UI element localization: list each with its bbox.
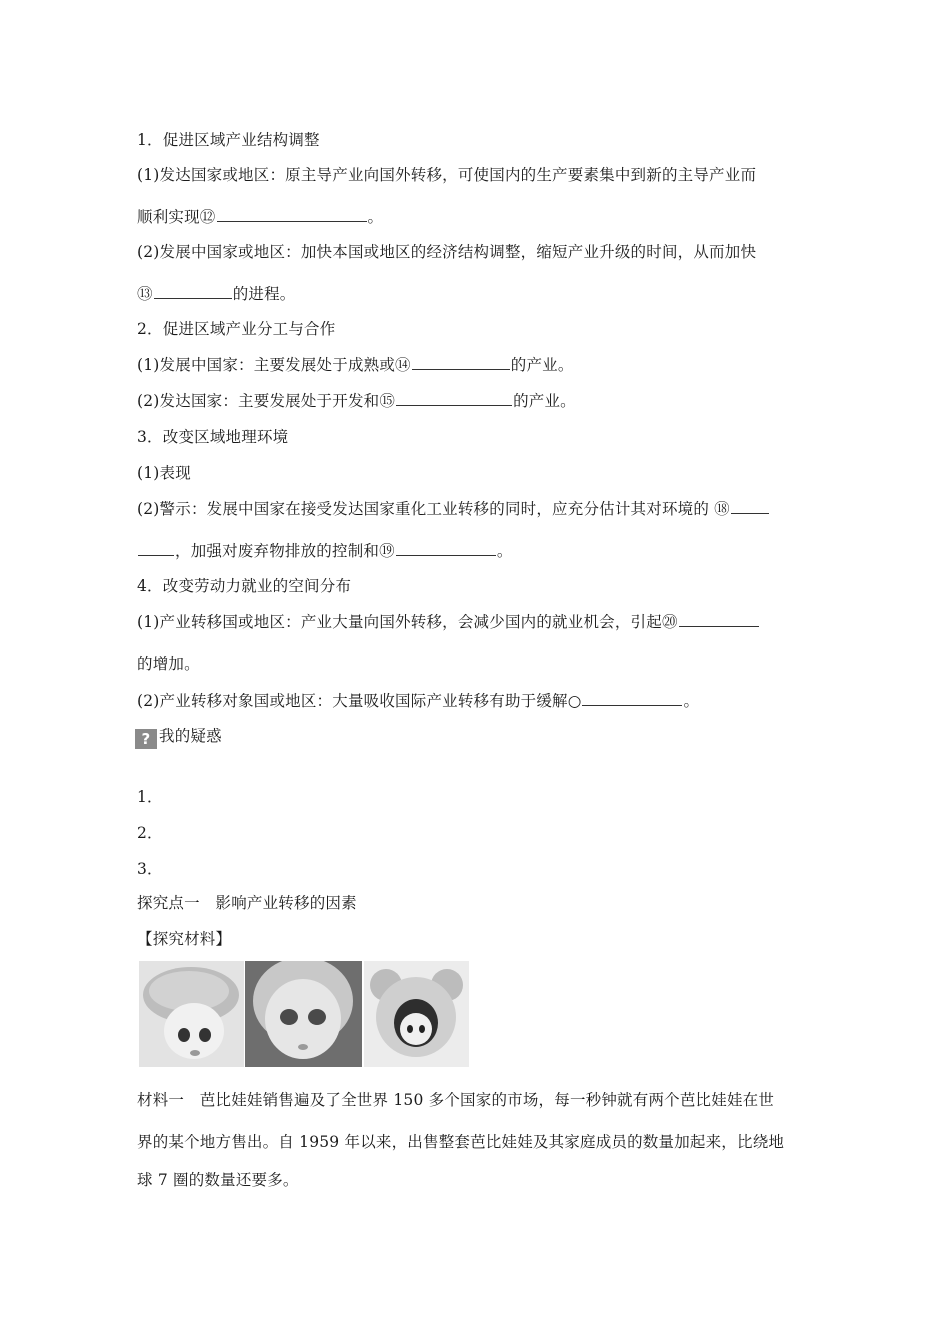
text: 。 (496, 542, 513, 560)
explore-heading: 探究点一 影响产业转移的因素 (137, 894, 357, 912)
section-1-paragraph-2-cont (137, 282, 296, 304)
doubt-heading (135, 724, 222, 749)
section-2-paragraph-1 (137, 353, 574, 375)
text: (1)发展中国家：主要发展处于成熟或⑭ (137, 356, 411, 374)
doubt-item-2: 2． (137, 824, 163, 842)
doll-photo-2 (245, 961, 362, 1067)
section-1-title: 1．促进区域产业结构调整 (137, 131, 320, 149)
section-1-paragraph-1: (1)发达国家或地区：原主导产业向国外转移，可使国内的生产要素集中到新的主导产业而 (137, 166, 757, 184)
text: 的产业。 (510, 356, 574, 374)
section-4-title: 4．改变劳动力就业的空间分布 (137, 577, 352, 595)
material-label: 【探究材料】 (137, 930, 232, 948)
text: 。 (367, 208, 384, 226)
section-3-paragraph-1: (1)表现 (137, 464, 191, 482)
section-3-paragraph-2 (137, 497, 770, 519)
text: 的进程。 (232, 285, 296, 303)
doll-photo-3 (364, 961, 469, 1067)
fill-blank-18[interactable] (731, 499, 769, 514)
section-4-paragraph-1 (137, 610, 760, 632)
text: (2)警示：发展中国家在接受发达国家重化工业转移的同时，应充分估计其对环境的 ⑱ (137, 500, 730, 518)
section-3-paragraph-2-cont (137, 539, 513, 561)
text: (1)产业转移国或地区：产业大量向国外转移，会减少国内的就业机会，引起⑳ (137, 613, 678, 631)
text: 。 (683, 692, 700, 710)
fill-blank-14[interactable] (412, 355, 510, 370)
text: 的产业。 (513, 392, 576, 410)
material-1-line-2: 界的某个地方售出。自 1959 年以来，出售整套芭比娃娃及其家庭成员的数量加起来，比绕地 (137, 1133, 785, 1151)
fill-blank-19[interactable] (396, 541, 496, 556)
material-1-line-1: 材料一 芭比娃娃销售遍及了全世界 150 多个国家的市场，每一秒钟就有两个芭比娃娃在世 (137, 1091, 775, 1109)
text: (2)产业转移对象国或地区：大量吸收国际产业转移有助于缓解○ (137, 692, 582, 710)
fill-blank-18-cont[interactable] (138, 541, 174, 556)
doll-photo-1 (139, 961, 244, 1067)
section-1-paragraph-2: (2)发展中国家或地区：加快本国或地区的经济结构调整，缩短产业升级的时间，从而加快 (137, 243, 757, 261)
material-1-line-3: 球 7 圈的数量还要多。 (137, 1171, 299, 1189)
section-4-paragraph-1-cont: 的增加。 (137, 655, 200, 673)
section-2-paragraph-2 (137, 389, 576, 411)
fill-blank-13[interactable] (154, 284, 232, 299)
fill-blank-20[interactable] (679, 612, 759, 627)
doubt-title: 我的疑惑 (159, 727, 222, 745)
section-4-paragraph-2 (137, 689, 699, 711)
text: ⑬ (137, 285, 153, 303)
section-3-title: 3．改变区域地理环境 (137, 428, 289, 446)
question-mark-icon: ? (135, 729, 157, 749)
fill-blank-12[interactable] (217, 207, 367, 222)
section-2-title: 2．促进区域产业分工与合作 (137, 320, 336, 338)
fill-blank-15[interactable] (396, 391, 512, 406)
text: ，加强对废弃物排放的控制和⑲ (175, 542, 395, 560)
text: (2)发达国家：主要发展处于开发和⑮ (137, 392, 396, 410)
text: 顺利实现⑫ (137, 208, 216, 226)
fill-blank-21[interactable] (582, 691, 682, 706)
doubt-item-1: 1． (137, 788, 163, 806)
section-1-paragraph-1-cont (137, 205, 383, 227)
doubt-item-3: 3． (137, 860, 163, 878)
